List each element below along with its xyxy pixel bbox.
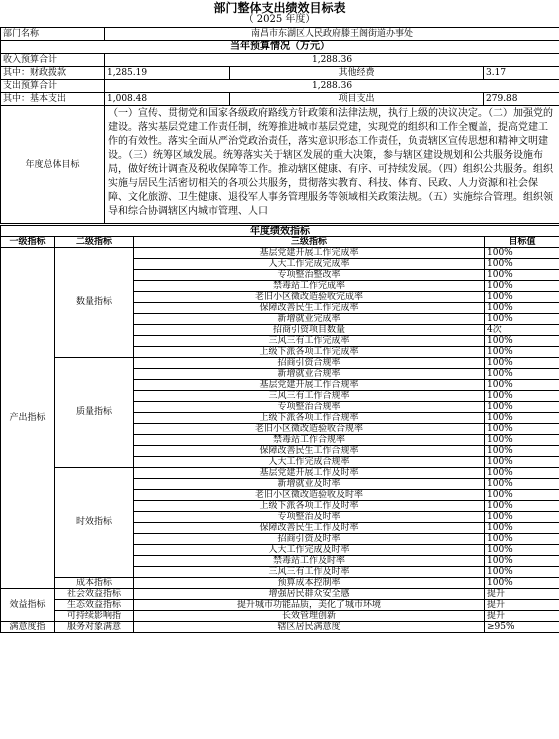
indicator-value: 100% xyxy=(485,534,559,545)
project-label: 项目支出 xyxy=(230,93,484,106)
indicator-name: 禁毒站工作完成率 xyxy=(134,281,485,292)
indicator-name: 人大工作完成及时率 xyxy=(134,545,485,556)
indicator-value: ≥95% xyxy=(485,622,559,633)
indicator-value: 100% xyxy=(485,391,559,402)
indicator-name: 提升城市功能品质，美化了城市环境 xyxy=(134,600,485,611)
fiscal-value: 1,285.19 xyxy=(105,67,230,80)
col-level1: 一级指标 xyxy=(1,237,55,248)
project-value: 279.88 xyxy=(484,93,559,106)
indicator-value: 100% xyxy=(485,523,559,534)
goal-label: 年度总体目标 xyxy=(1,106,105,224)
expense-total-label: 支出预算合计 xyxy=(1,80,105,93)
indicator-value: 100% xyxy=(485,369,559,380)
indicator-name: 辖区居民满意度 xyxy=(134,622,485,633)
indicator-name: 基层党建开展工作合规率 xyxy=(134,380,485,391)
table-row xyxy=(1,468,559,479)
indicator-value: 100% xyxy=(485,567,559,578)
income-total-value: 1,288.36 xyxy=(105,54,559,67)
col-target: 目标值 xyxy=(485,237,559,248)
indicator-value: 100% xyxy=(485,457,559,468)
page-title: 部门整体支出绩效目标表 xyxy=(213,1,346,15)
basic-value: 1,008.48 xyxy=(105,93,230,106)
indicator-value: 100% xyxy=(485,248,559,259)
time-group: 时效指标 xyxy=(55,468,134,578)
fiscal-label: 其中：财政拨款 xyxy=(1,67,105,80)
indicator-name: 老旧小区微改造验收合规率 xyxy=(134,424,485,435)
indicator-name: 增强居民群众安全感 xyxy=(134,589,485,600)
satisfaction-level2: 服务对象满意 xyxy=(55,622,134,633)
indicator-value: 100% xyxy=(485,545,559,556)
benefit-level1: 效益指标 xyxy=(1,589,55,622)
indicator-value: 100% xyxy=(485,281,559,292)
indicator-name: 人大工作完成完成率 xyxy=(134,259,485,270)
indicator-value: 100% xyxy=(485,314,559,325)
indicator-name: 长效管理创新 xyxy=(134,611,485,622)
table-row xyxy=(1,622,559,633)
performance-table xyxy=(0,225,559,633)
indicator-name: 专项整治及时率 xyxy=(134,512,485,523)
indicator-name: 上级下派各项工作及时率 xyxy=(134,501,485,512)
output-level1: 产出指标 xyxy=(1,248,55,589)
indicator-name: 老旧小区微改造验收及时率 xyxy=(134,490,485,501)
indicator-value: 100% xyxy=(485,413,559,424)
indicator-name: 人大工作完成合规率 xyxy=(134,457,485,468)
indicator-name: 新增就业合规率 xyxy=(134,369,485,380)
table-row xyxy=(1,611,559,622)
col-level2: 二级指标 xyxy=(55,237,134,248)
indicator-name: 上级下派各项工作合规率 xyxy=(134,413,485,424)
table-row xyxy=(1,589,559,600)
indicator-value: 100% xyxy=(485,512,559,523)
satisfaction-level1: 满意度指 xyxy=(1,622,55,633)
indicator-value: 100% xyxy=(485,270,559,281)
indicator-name: 保障改善民生工作及时率 xyxy=(134,523,485,534)
indicator-value: 100% xyxy=(485,292,559,303)
budget-info-table xyxy=(0,27,559,224)
table-row xyxy=(1,578,559,589)
indicator-name: 上级下派各项工作完成率 xyxy=(134,347,485,358)
dept-label: 部门名称 xyxy=(1,28,105,41)
indicator-name: 新增就业完成率 xyxy=(134,314,485,325)
page-year: （ 2025 年度） xyxy=(243,14,316,25)
indicator-name: 专项整治合规率 xyxy=(134,402,485,413)
table-row xyxy=(1,600,559,611)
table-row xyxy=(1,248,559,259)
indicator-name: 基层党建开展工作完成率 xyxy=(134,248,485,259)
quantity-group: 数量指标 xyxy=(55,248,134,358)
benefit-level2: 可持续影响指 xyxy=(55,611,134,622)
indicator-value: 100% xyxy=(485,490,559,501)
indicator-name: 专项整治整改率 xyxy=(134,270,485,281)
indicator-value: 提升 xyxy=(485,589,559,600)
dept-name: 南昌市东湖区人民政府滕王阁街道办事处 xyxy=(105,28,559,41)
col-level3: 三级指标 xyxy=(134,237,485,248)
indicator-value: 100% xyxy=(485,501,559,512)
indicator-value: 100% xyxy=(485,347,559,358)
goal-text-body: （一）宣传、贯彻党和国家各级政府路线方针政策和法律法规，执行上级的决议决定。（二）加强党的建设。落实基层党建工作责任制，统筹推进城市基层党建，实现党的组织和工作全覆盖，提高党建工作的有效性。落实全面从严治党政治责任，落实意识形态工作责任，负责辖区宣传思想和精神文明建设。（三）统筹区域发展。统筹落实关于辖区发展的重大决策，参与辖区建设规划和公共服务设施布局，做好统计调查及税收保障等工作。推动辖区健康、有序、可持续发展。（四）组织公共服务。组织实施与居民生活密切相关的各项公共服务，贯彻落实教育、科技、体育、民政、人力资源和社会保障、文化旅游、卫生健康、退役军人事务管理服务等领域相关政策法规。（五）实施综合管理。组织领导和综合协调辖区内城市管理、人口 xyxy=(108,108,554,217)
indicator-name: 三风三有工作完成率 xyxy=(134,336,485,347)
goal-text xyxy=(105,106,559,224)
indicator-name: 保障改善民生工作合规率 xyxy=(134,446,485,457)
indicator-value: 100% xyxy=(485,358,559,369)
budget-section-title: 当年预算情况（万元） xyxy=(1,41,559,54)
indicator-value: 100% xyxy=(485,303,559,314)
indicator-name: 新增就业及时率 xyxy=(134,479,485,490)
perf-section-title: 年度绩效指标 xyxy=(1,226,559,237)
indicator-value: 100% xyxy=(485,424,559,435)
other-value: 3.17 xyxy=(484,67,559,80)
cost-group: 成本指标 xyxy=(55,578,134,589)
indicator-name: 基层党建开展工作及时率 xyxy=(134,468,485,479)
indicator-name: 招商引资合规率 xyxy=(134,358,485,369)
expense-total-value: 1,288.36 xyxy=(105,80,559,93)
indicator-name: 三风三有工作及时率 xyxy=(134,567,485,578)
indicator-value: 100% xyxy=(485,578,559,589)
performance-body xyxy=(1,226,559,633)
indicator-name: 预算成本控制率 xyxy=(134,578,485,589)
indicator-value: 100% xyxy=(485,468,559,479)
indicator-name: 招商引资及时率 xyxy=(134,534,485,545)
benefit-level2: 生态效益指标 xyxy=(55,600,134,611)
indicator-value: 100% xyxy=(485,556,559,567)
other-label: 其他经费 xyxy=(230,67,484,80)
benefit-level2: 社会效益指标 xyxy=(55,589,134,600)
indicator-value: 100% xyxy=(485,336,559,347)
table-row xyxy=(1,358,559,369)
indicator-name: 禁毒站工作及时率 xyxy=(134,556,485,567)
indicator-value: 提升 xyxy=(485,600,559,611)
indicator-name: 招商引资项目数量 xyxy=(134,325,485,336)
indicator-value: 100% xyxy=(485,402,559,413)
indicator-name: 老旧小区微改造验收完成率 xyxy=(134,292,485,303)
indicator-value: 100% xyxy=(485,380,559,391)
quality-group: 质量指标 xyxy=(55,358,134,468)
basic-label: 其中：基本支出 xyxy=(1,93,105,106)
indicator-name: 保障改善民生工作完成率 xyxy=(134,303,485,314)
indicator-name: 三风三有工作合规率 xyxy=(134,391,485,402)
indicator-value: 4次 xyxy=(485,325,559,336)
income-total-label: 收入预算合计 xyxy=(1,54,105,67)
indicator-value: 100% xyxy=(485,479,559,490)
indicator-value: 100% xyxy=(485,259,559,270)
indicator-value: 100% xyxy=(485,446,559,457)
indicator-name: 禁毒站工作合规率 xyxy=(134,435,485,446)
indicator-value: 100% xyxy=(485,435,559,446)
indicator-value: 提升 xyxy=(485,611,559,622)
